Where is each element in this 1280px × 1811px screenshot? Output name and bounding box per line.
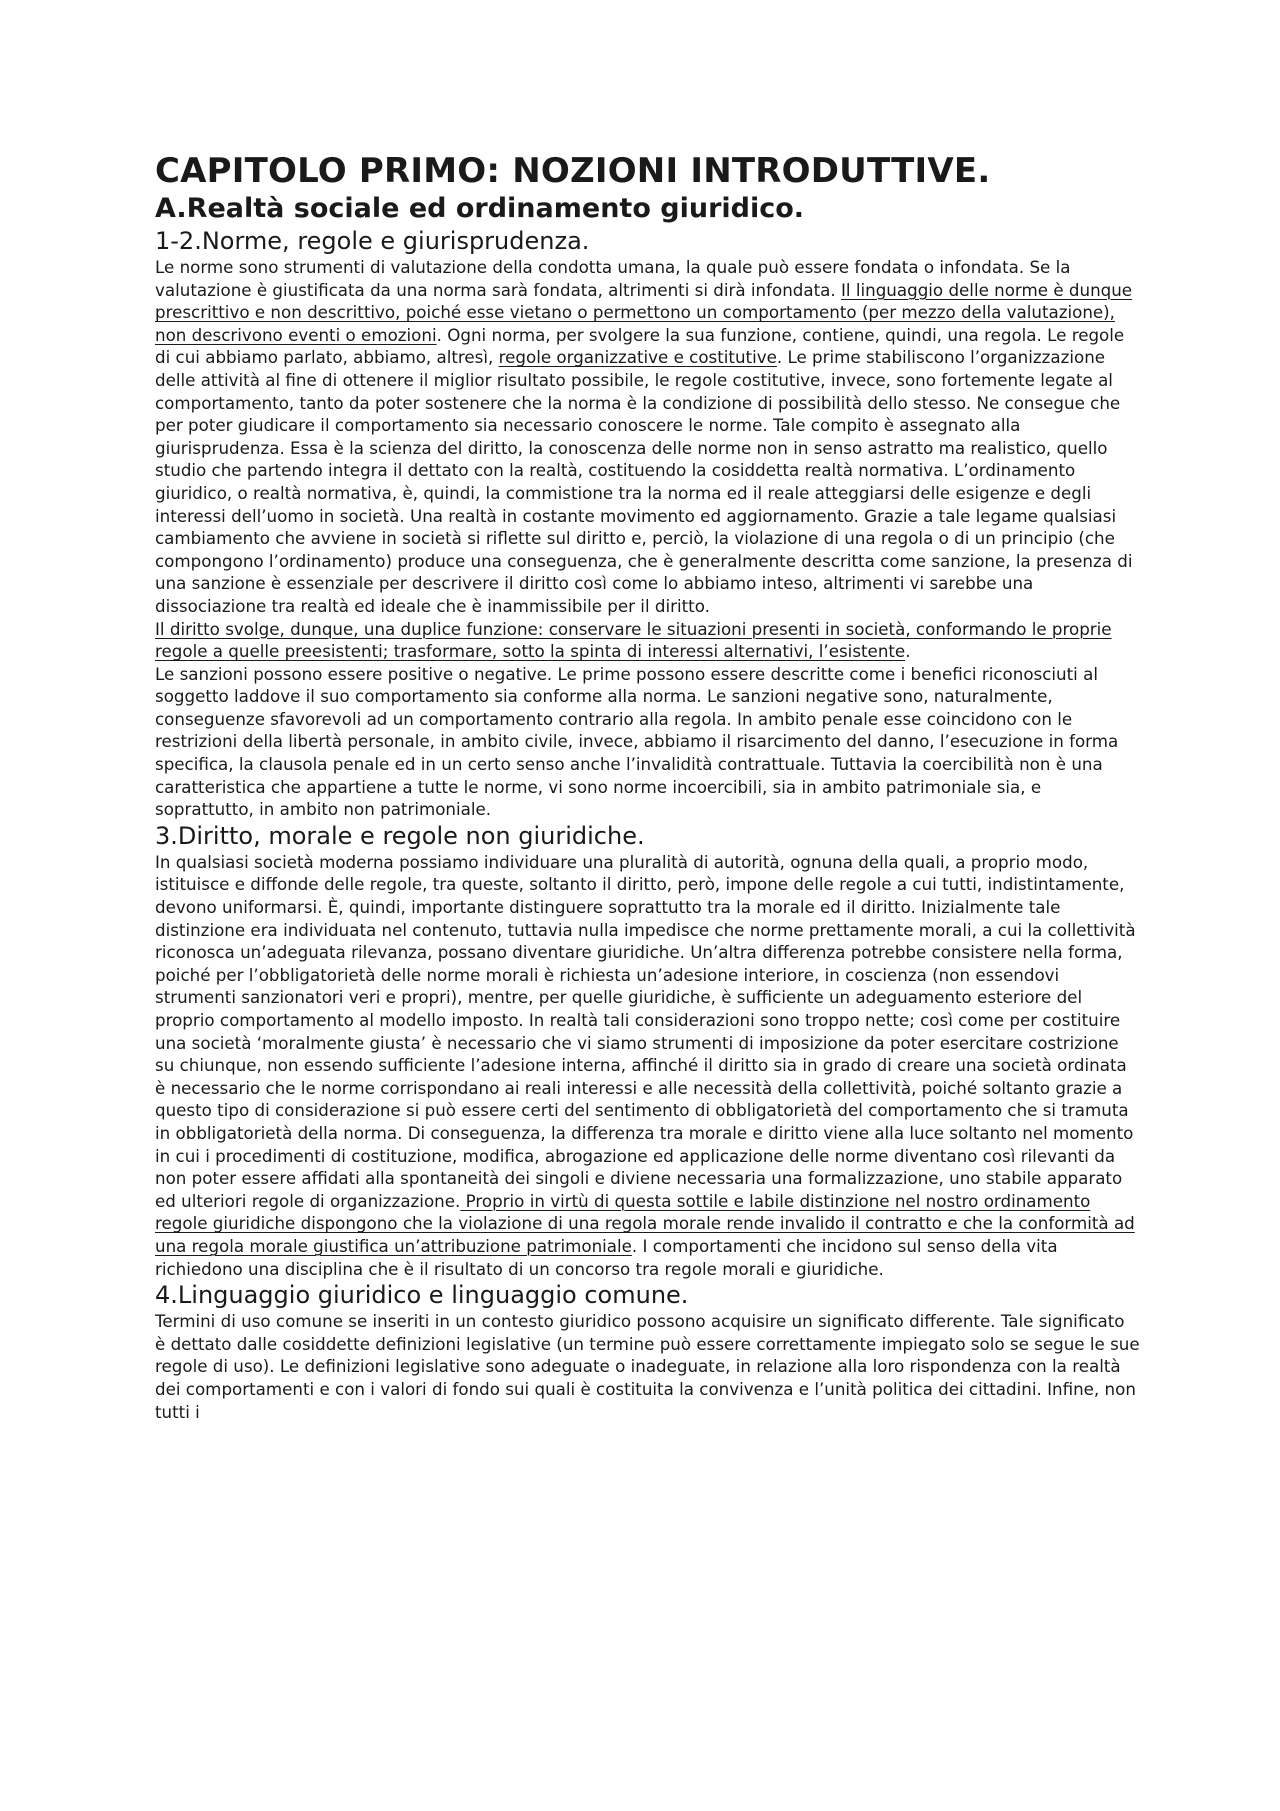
section-3-title: 3.Diritto, morale e regole non giuridiche. — [155, 821, 645, 850]
text-run: . Le prime stabiliscono l’organizzazione delle attività al fine di ottenere il miglior risultato possibile, le regole costitutive, invece, sono fortemente legate al comportamento, tanto da poter sostenere che la norma è la condizione di possibilità dello stesso. Ne consegue che per poter giudicare il comportamento sia necessario conoscere le norme. Tale compito è assegnato alla giurisprudenza. Essa è la scienza del diritto, la conoscenza delle norme non in senso astratto ma realistico, quello studio che partendo integra il dettato con la realtà, costituendo la cosiddetta realtà normativa. L’ordinamento giuridico, o realtà normativa, è, quindi, la commistione tra la norma ed il reale atteggiarsi delle esigenze e degli interessi dell’uomo in società. Una realtà in costante movimento ed aggiornamento. Grazie a tale legame qualsiasi cambiamento che avviene in società si riflette sul diritto e, perciò, la violazione di una regola o di un principio (che compongono l’ordinamento) produce una conseguenza, che è generalmente descritta come sanzione, la presenza di una sanzione è essenziale per descrivere il diritto così come lo abbiamo inteso, altrimenti vi sarebbe una dissociazione tra realtà ed ideale che è inammissibile per il diritto. — [155, 347, 1133, 616]
section-3-paragraph-1 — [155, 851, 1140, 1280]
text-run: . Ogni norma, per svolgere la sua funzione, contiene, quindi, una regola. Le regole di cui abbiamo parlato, abbiamo, altresì, — [155, 324, 1125, 368]
section-1-2-paragraph-1 — [155, 256, 1140, 618]
section-a-title: A.Realtà sociale ed ordinamento giuridico. — [155, 193, 805, 224]
text-run: . I comportamenti che incidono sul senso della vita richiedono una disciplina che è il risultato di un concorso tra regole morali e giuridiche. — [155, 1235, 1058, 1279]
text-run: Le norme sono strumenti di valutazione della condotta umana, la quale può essere fondata o infondata. Se la valutazione è giustificata da una norma sarà fondata, altrimenti si dirà infondata. — [155, 257, 1071, 300]
section-1-2-title: 1-2.Norme, regole e giurisprudenza. — [155, 227, 590, 255]
text-run: . — [905, 641, 911, 662]
chapter-title: CAPITOLO PRIMO: NOZIONI INTRODUTTIVE. — [155, 151, 991, 191]
section-1-2-paragraph-3: Le sanzioni possono essere positive o negative. Le prime possono essere descritte come i benefici riconosciuti al soggetto laddove il suo comportamento sia conforme alla norma. Le sanzioni negative sono, naturalmente, conseguenze sfavorevoli ad un comportamento contrario alla regola. In ambito penale esse coincidono con le restrizioni della libertà personale, in ambito civile, invece, abbiamo il risarcimento del danno, l’esecuzione in forma specifica, la clausola penale ed in un certo senso anche l’invalidità contrattuale. Tuttavia la coercibilità non è una caratteristica che appartiene a tutte le norme, vi sono norme incoercibili, sia in ambito patrimoniale sia, e soprattutto, in ambito non patrimoniale. — [155, 663, 1119, 820]
underlined-text: Proprio in virtù di questa sottile e labile distinzione nel nostro ordinamento regole giuridiche dispongono che la violazione di una regola morale rende invalido il contratto e che la conformità ad una regola morale giustifica un’attribuzione patrimoniale — [155, 1190, 1135, 1256]
underlined-text: Il diritto svolge, dunque, una duplice funzione: conservare le situazioni presenti in società, conformando le proprie regole a quelle preesistenti; trasformare, sotto la spinta di interessi alternativi, l’esistente — [155, 618, 1112, 662]
text-run: In qualsiasi società moderna possiamo individuare una pluralità di autorità, ognuna della quali, a proprio modo, istituisce e diffonde delle regole, tra queste, soltanto il diritto, però, impone delle regole a cui tutti, indistintamente, devono uniformarsi. È, quindi, importante distinguere soprattutto tra la morale ed il diritto. Inizialmente tale distinzione era individuata nel contenuto, tuttavia nulla impedisce che norme prettamente morali, a cui la collettività riconosca un’adeguata rilevanza, possano diventare giuridiche. Un’altra differenza potrebbe consistere nella forma, poiché per l’obbligatorietà delle norme morali è richiesta un’adesione interiore, in coscienza (non essendovi strumenti sanzionatori veri e propri), mentre, per quelle giuridiche, è sufficiente un adeguamento esteriore del proprio comportamento al modello imposto. In realtà tali considerazioni sono troppo nette; così come per costituire una società ‘moralmente giusta’ è necessario che vi siamo strumenti di imposizione da poter esercitare costrizione su chiunque, non essendo sufficiente l’adesione interna, affinché il diritto sia in grado di creare una società ordinata è necessario che le norme corrispondano ai reali interessi e alle necessità della collettività, poiché soltanto grazie a questo tipo di considerazione si può essere certi del sentimento di obbligatorietà del comportamento che si tramuta in obbligatorietà della norma. Di conseguenza, la differenza tra morale e diritto viene alla luce soltanto nel momento in cui i procedimenti di costituzione, modifica, abrogazione ed applicazione delle norme diventano così rilevanti da non poter essere affidati alla spontaneità dei singoli e diviene necessaria una formalizzazione, uno stabile apparato ed ulteriori regole di organizzazione. — [155, 851, 1136, 1211]
document-page — [155, 150, 1140, 1423]
underlined-text: regole organizzative e costitutive — [498, 347, 777, 368]
section-4-paragraph-1: Termini di uso comune se inseriti in un contesto giuridico possono acquisire un significato differente. Tale significato è dettato dalle cosiddette definizioni legislative (un termine può essere correttamente impiegato solo se segue le sue regole di uso). Le definizioni legislative sono adeguate o inadeguate, in relazione alla loro rispondenza con la realtà dei comportamenti e con i valori di fondo sui quali è costituita la convivenza e l’unità politica dei cittadini. Infine, non tutti i — [155, 1311, 1140, 1422]
underlined-text: Il linguaggio delle norme è dunque prescrittivo e non descrittivo, poiché esse vietano o permettono un comportamento (per mezzo della valutazione), non descrivono eventi o emozioni — [155, 279, 1133, 345]
section-1-2-paragraph-2 — [155, 618, 1140, 663]
section-4-title: 4.Linguaggio giuridico e linguaggio comune. — [155, 1281, 689, 1310]
